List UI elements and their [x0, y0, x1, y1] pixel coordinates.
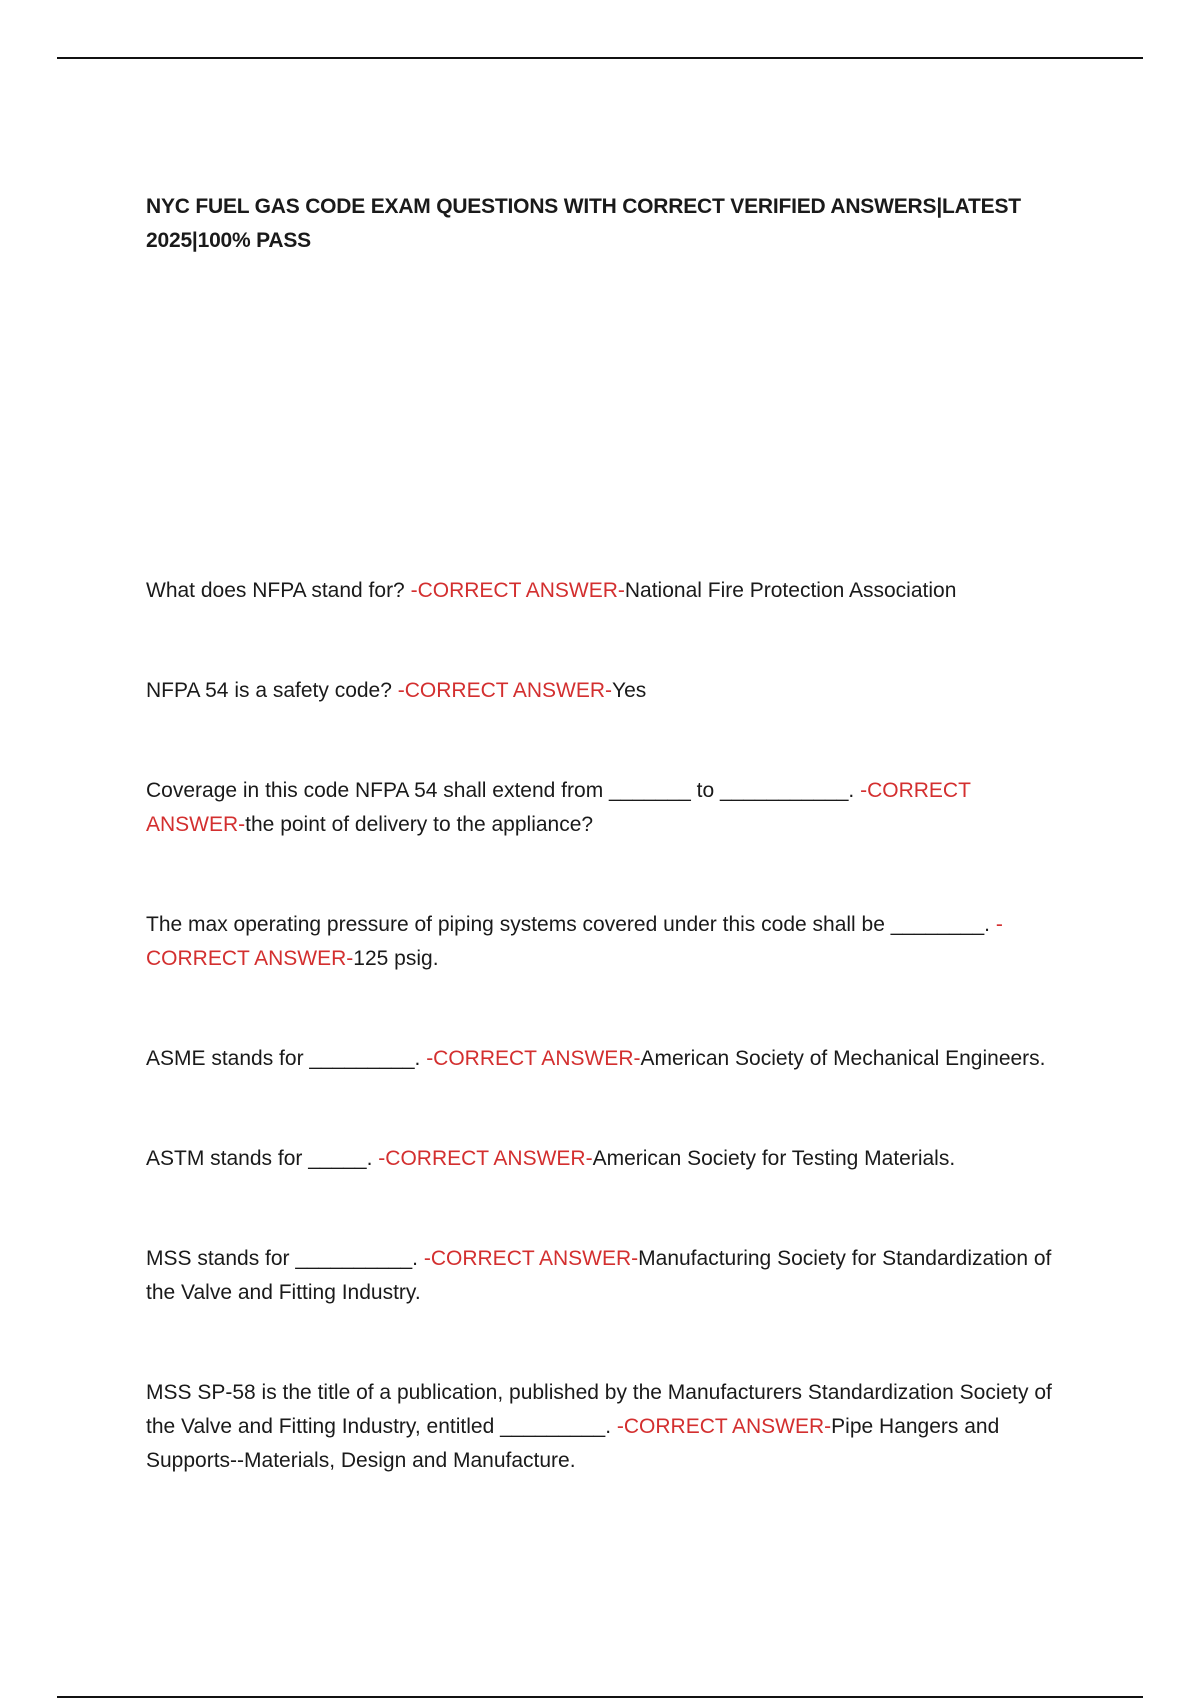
question-text: MSS SP-58 is the title of a publication, published by the Manufacturers Standardization Society of the Valve and Fitting Industry, entitled _________. [146, 1381, 1052, 1438]
answer-text: National Fire Protection Association [624, 579, 957, 602]
answer-marker: -CORRECT ANSWER- [410, 579, 625, 602]
question-text: ASME stands for _________. [146, 1047, 427, 1070]
answer-marker: -CORRECT ANSWER- [378, 1147, 593, 1170]
answer-text: American Society of Mechanical Engineers. [640, 1047, 1046, 1070]
bottom-rule [57, 1696, 1143, 1698]
answer-text: Manufacturing Society for Standardization of the Valve and Fitting Industry. [146, 1247, 1052, 1304]
top-rule [57, 57, 1143, 59]
document-title: NYC FUEL GAS CODE EXAM QUESTIONS WITH CORRECT VERIFIED ANSWERS|LATEST 2025|100% PASS [146, 195, 1021, 252]
answer-marker: -CORRECT ANSWER- [426, 1047, 641, 1070]
qa-item [146, 674, 1066, 708]
qa-item [146, 574, 1066, 608]
question-text: Coverage in this code NFPA 54 shall extend from _______ to ___________. [146, 779, 861, 802]
answer-marker: -CORRECT ANSWER- [146, 913, 1003, 970]
answer-text: the point of delivery to the appliance? [245, 813, 594, 836]
answer-marker: -CORRECT ANSWER- [423, 1247, 639, 1270]
answer-marker: -CORRECT ANSWER- [146, 779, 971, 836]
qa-item [146, 1242, 1066, 1310]
qa-item [146, 774, 1066, 842]
answer-marker: -CORRECT ANSWER- [616, 1415, 832, 1438]
answer-text: Pipe Hangers and Supports--Materials, Design and Manufacture. [146, 1415, 1000, 1472]
qa-item [146, 1376, 1066, 1478]
qa-item [146, 1042, 1066, 1076]
answer-text: Yes [612, 679, 647, 702]
answer-text: 125 psig. [353, 947, 439, 970]
question-list [146, 574, 1066, 1478]
qa-item [146, 1142, 1066, 1176]
question-text: MSS stands for __________. [146, 1247, 424, 1270]
answer-marker: -CORRECT ANSWER- [397, 679, 613, 702]
document-header [146, 190, 1066, 258]
question-text: ASTM stands for _____. [146, 1147, 379, 1170]
question-text: NFPA 54 is a safety code? [146, 679, 398, 702]
answer-text: American Society for Testing Materials. [592, 1147, 956, 1170]
qa-item [146, 908, 1066, 976]
question-text: The max operating pressure of piping systems covered under this code shall be ________. [146, 913, 996, 936]
question-text: What does NFPA stand for? [146, 579, 411, 602]
